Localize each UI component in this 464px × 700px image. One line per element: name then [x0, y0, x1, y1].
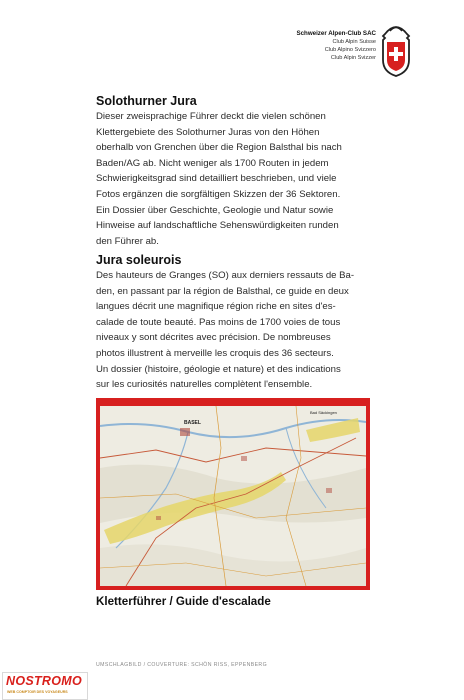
sac-crest-icon	[380, 22, 412, 78]
german-line-8: Hinweise auf landschaftliche Sehenswürdigkeiten runden	[96, 220, 339, 232]
german-line-9: den Führer ab.	[96, 235, 159, 247]
club-name-fr: Club Alpin Suisse	[332, 39, 376, 45]
german-line-1: Dieser zweisprachige Führer deckt die vielen schönen	[96, 111, 326, 122]
german-line-5: Schwierigkeitsgrad sind detailliert beschrieben, und viele	[96, 173, 337, 185]
french-line-1: Des hauteurs de Granges (SO) aux derniers ressauts de Ba-	[96, 270, 355, 281]
cover-photo-credit: UMSCHLAGBILD / COUVERTURE: SCHÖN RISS, EPPENBERG	[96, 662, 268, 668]
club-name-rm: Club Alpin Svizzer	[330, 55, 376, 61]
club-name-de: Schweizer Alpen-Club SAC	[296, 30, 376, 37]
region-map-graphic	[96, 398, 370, 590]
region-map	[96, 398, 370, 590]
german-description	[96, 94, 376, 249]
german-line-3: oberhalb von Grenchen über die Region Balsthal bis nach	[96, 142, 342, 154]
german-title: Solothurner Jura	[96, 94, 197, 108]
guide-type-label: Kletterführer / Guide d'escalade	[96, 595, 271, 608]
french-line-7: Un dossier (histoire, géologie et nature) et des indications	[96, 363, 341, 375]
german-line-2: Klettergebiete des Solothurner Juras von den Höhen	[96, 126, 320, 138]
french-line-3: langues décrit une magnifique région riche en sites d'es-	[96, 301, 336, 313]
map-label-basel: BASEL	[184, 420, 201, 426]
french-line-4: calade de toute beauté. Pas moins de 1700 voies de tous	[96, 316, 341, 328]
club-name-block	[296, 30, 376, 62]
nostromo-brand: NOSTROMO	[6, 674, 83, 688]
french-title: Jura soleurois	[96, 253, 182, 267]
german-line-7: Ein Dossier über Geschichte, Geologie und Natur sowie	[96, 204, 334, 216]
club-name-it: Club Alpino Svizzero	[324, 47, 376, 53]
nostromo-tagline: WEB COMPTOIR DES VOYAGEURS	[7, 690, 68, 694]
french-line-5: niveaux y sont décrites avec précision. De nombreuses	[96, 332, 331, 344]
french-line-8: sur les curiosités naturelles complètent l'ensemble.	[96, 379, 313, 391]
nostromo-logo	[2, 672, 88, 700]
french-line-6: photos illustrent à merveille les croquis des 36 secteurs.	[96, 347, 334, 359]
french-description	[96, 253, 376, 393]
map-label-bad-saeckingen: Bad Säckingen	[310, 410, 337, 415]
german-line-6: Fotos ergänzen die sorgfältigen Skizzen der 36 Sektoren.	[96, 188, 341, 200]
german-line-4: Baden/AG ab. Nicht weniger als 1700 Routen in jedem	[96, 157, 329, 169]
french-line-2: den, en passant par la région de Balsthal, ce guide en deux	[96, 285, 349, 297]
